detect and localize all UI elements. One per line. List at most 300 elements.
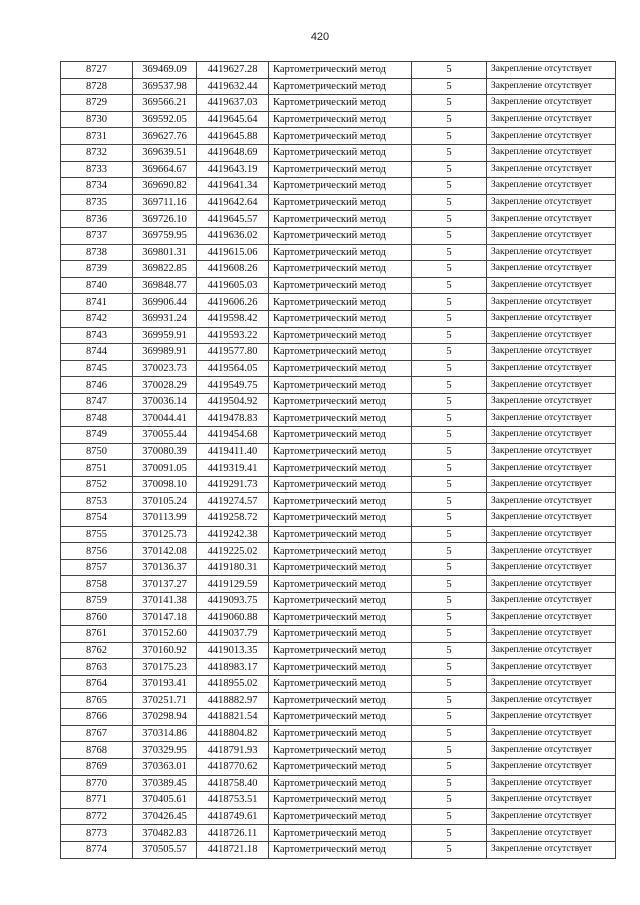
coordinate-y-cell: 4419615.06 — [197, 244, 269, 261]
method-cell: Картометрический метод — [269, 244, 412, 261]
point-number-cell: 8759 — [61, 593, 133, 610]
coordinate-y-cell: 4418753.51 — [197, 792, 269, 809]
table-row — [61, 178, 616, 195]
accuracy-cell: 5 — [412, 194, 487, 211]
point-number-cell: 8765 — [61, 692, 133, 709]
accuracy-cell: 5 — [412, 261, 487, 278]
coordinate-x-cell: 369639.51 — [133, 144, 197, 161]
fixation-cell: Закрепление отсутствует — [487, 460, 616, 477]
table-row — [61, 95, 616, 112]
accuracy-cell: 5 — [412, 393, 487, 410]
coordinate-x-cell: 370098.10 — [133, 476, 197, 493]
table-row — [61, 825, 616, 842]
table-row — [61, 327, 616, 344]
coordinate-y-cell: 4419637.03 — [197, 95, 269, 112]
coordinate-y-cell: 4419645.88 — [197, 128, 269, 145]
point-number-cell: 8773 — [61, 825, 133, 842]
table-row — [61, 294, 616, 311]
point-number-cell: 8727 — [61, 62, 133, 79]
point-number-cell: 8740 — [61, 277, 133, 294]
fixation-cell: Закрепление отсутствует — [487, 410, 616, 427]
accuracy-cell: 5 — [412, 327, 487, 344]
coordinate-y-cell: 4419632.44 — [197, 78, 269, 95]
point-number-cell: 8754 — [61, 510, 133, 527]
table-row — [61, 393, 616, 410]
method-cell: Картометрический метод — [269, 841, 412, 858]
method-cell: Картометрический метод — [269, 609, 412, 626]
point-number-cell: 8762 — [61, 642, 133, 659]
table-row — [61, 742, 616, 759]
fixation-cell: Закрепление отсутствует — [487, 393, 616, 410]
accuracy-cell: 5 — [412, 510, 487, 527]
method-cell: Картометрический метод — [269, 62, 412, 79]
table-row — [61, 808, 616, 825]
fixation-cell: Закрепление отсутствует — [487, 808, 616, 825]
table-row — [61, 758, 616, 775]
coordinate-y-cell: 4419478.83 — [197, 410, 269, 427]
coordinate-y-cell: 4419180.31 — [197, 559, 269, 576]
fixation-cell: Закрепление отсутствует — [487, 742, 616, 759]
point-number-cell: 8737 — [61, 227, 133, 244]
fixation-cell: Закрепление отсутствует — [487, 510, 616, 527]
point-number-cell: 8748 — [61, 410, 133, 427]
coordinates-table — [60, 61, 616, 859]
fixation-cell: Закрепление отсутствует — [487, 659, 616, 676]
coordinate-x-cell: 369711.16 — [133, 194, 197, 211]
coordinate-x-cell: 370482.83 — [133, 825, 197, 842]
accuracy-cell: 5 — [412, 460, 487, 477]
coordinate-y-cell: 4419274.57 — [197, 493, 269, 510]
coordinate-y-cell: 4418983.17 — [197, 659, 269, 676]
accuracy-cell: 5 — [412, 675, 487, 692]
method-cell: Картометрический метод — [269, 709, 412, 726]
point-number-cell: 8751 — [61, 460, 133, 477]
coordinate-x-cell: 370141.38 — [133, 593, 197, 610]
coordinate-x-cell: 369989.91 — [133, 344, 197, 361]
accuracy-cell: 5 — [412, 825, 487, 842]
fixation-cell: Закрепление отсутствует — [487, 526, 616, 543]
accuracy-cell: 5 — [412, 128, 487, 145]
coordinate-y-cell: 4419013.35 — [197, 642, 269, 659]
coordinate-x-cell: 370023.73 — [133, 360, 197, 377]
table-row — [61, 128, 616, 145]
table-row — [61, 543, 616, 560]
table-row — [61, 227, 616, 244]
table-row — [61, 841, 616, 858]
table-row — [61, 78, 616, 95]
coordinate-y-cell: 4419564.05 — [197, 360, 269, 377]
table-row — [61, 692, 616, 709]
accuracy-cell: 5 — [412, 576, 487, 593]
point-number-cell: 8770 — [61, 775, 133, 792]
method-cell: Картометрический метод — [269, 128, 412, 145]
coordinate-y-cell: 4418770.62 — [197, 758, 269, 775]
table-row — [61, 460, 616, 477]
coordinate-y-cell: 4419060.88 — [197, 609, 269, 626]
coordinate-x-cell: 370389.45 — [133, 775, 197, 792]
table-row — [61, 775, 616, 792]
fixation-cell: Закрепление отсутствует — [487, 178, 616, 195]
coordinate-x-cell: 370505.57 — [133, 841, 197, 858]
fixation-cell: Закрепление отсутствует — [487, 675, 616, 692]
coordinate-y-cell: 4419645.57 — [197, 211, 269, 228]
fixation-cell: Закрепление отсутствует — [487, 725, 616, 742]
point-number-cell: 8730 — [61, 111, 133, 128]
method-cell: Картометрический метод — [269, 576, 412, 593]
table-row — [61, 609, 616, 626]
table-row — [61, 144, 616, 161]
coordinate-x-cell: 370426.45 — [133, 808, 197, 825]
coordinate-x-cell: 370113.99 — [133, 510, 197, 527]
fixation-cell: Закрепление отсутствует — [487, 261, 616, 278]
method-cell: Картометрический метод — [269, 775, 412, 792]
fixation-cell: Закрепление отсутствует — [487, 344, 616, 361]
coordinate-y-cell: 4419242.38 — [197, 526, 269, 543]
coordinate-y-cell: 4418804.82 — [197, 725, 269, 742]
point-number-cell: 8738 — [61, 244, 133, 261]
coordinate-y-cell: 4419037.79 — [197, 626, 269, 643]
coordinate-y-cell: 4418791.93 — [197, 742, 269, 759]
fixation-cell: Закрепление отсутствует — [487, 95, 616, 112]
coordinate-x-cell: 370091.05 — [133, 460, 197, 477]
point-number-cell: 8758 — [61, 576, 133, 593]
method-cell: Картометрический метод — [269, 327, 412, 344]
accuracy-cell: 5 — [412, 758, 487, 775]
coordinate-y-cell: 4418955.02 — [197, 675, 269, 692]
accuracy-cell: 5 — [412, 178, 487, 195]
method-cell: Картометрический метод — [269, 161, 412, 178]
fixation-cell: Закрепление отсутствует — [487, 227, 616, 244]
table-row — [61, 675, 616, 692]
coordinate-y-cell: 4419627.28 — [197, 62, 269, 79]
method-cell: Картометрический метод — [269, 294, 412, 311]
point-number-cell: 8763 — [61, 659, 133, 676]
coordinate-x-cell: 369931.24 — [133, 310, 197, 327]
accuracy-cell: 5 — [412, 808, 487, 825]
coordinate-x-cell: 370298.94 — [133, 709, 197, 726]
table-row — [61, 725, 616, 742]
method-cell: Картометрический метод — [269, 393, 412, 410]
fixation-cell: Закрепление отсутствует — [487, 211, 616, 228]
table-row — [61, 559, 616, 576]
coordinate-y-cell: 4419258.72 — [197, 510, 269, 527]
coordinate-x-cell: 370175.23 — [133, 659, 197, 676]
table-row — [61, 111, 616, 128]
accuracy-cell: 5 — [412, 493, 487, 510]
method-cell: Картометрический метод — [269, 144, 412, 161]
method-cell: Картометрический метод — [269, 510, 412, 527]
method-cell: Картометрический метод — [269, 792, 412, 809]
coordinate-y-cell: 4418726.11 — [197, 825, 269, 842]
accuracy-cell: 5 — [412, 277, 487, 294]
table-row — [61, 476, 616, 493]
accuracy-cell: 5 — [412, 709, 487, 726]
point-number-cell: 8771 — [61, 792, 133, 809]
fixation-cell: Закрепление отсутствует — [487, 194, 616, 211]
method-cell: Картометрический метод — [269, 808, 412, 825]
fixation-cell: Закрепление отсутствует — [487, 692, 616, 709]
point-number-cell: 8736 — [61, 211, 133, 228]
coordinate-x-cell: 369759.95 — [133, 227, 197, 244]
method-cell: Картометрический метод — [269, 211, 412, 228]
point-number-cell: 8734 — [61, 178, 133, 195]
method-cell: Картометрический метод — [269, 95, 412, 112]
accuracy-cell: 5 — [412, 410, 487, 427]
table-row — [61, 642, 616, 659]
point-number-cell: 8757 — [61, 559, 133, 576]
point-number-cell: 8746 — [61, 377, 133, 394]
fixation-cell: Закрепление отсутствует — [487, 244, 616, 261]
coordinate-y-cell: 4419648.69 — [197, 144, 269, 161]
fixation-cell: Закрепление отсутствует — [487, 576, 616, 593]
fixation-cell: Закрепление отсутствует — [487, 593, 616, 610]
accuracy-cell: 5 — [412, 78, 487, 95]
point-number-cell: 8741 — [61, 294, 133, 311]
table-row — [61, 410, 616, 427]
table-row — [61, 62, 616, 79]
coordinate-y-cell: 4419598.42 — [197, 310, 269, 327]
coordinate-x-cell: 370314.86 — [133, 725, 197, 742]
fixation-cell: Закрепление отсутствует — [487, 543, 616, 560]
coordinate-y-cell: 4419411.40 — [197, 443, 269, 460]
method-cell: Картометрический метод — [269, 692, 412, 709]
fixation-cell: Закрепление отсутствует — [487, 327, 616, 344]
accuracy-cell: 5 — [412, 144, 487, 161]
method-cell: Картометрический метод — [269, 593, 412, 610]
point-number-cell: 8729 — [61, 95, 133, 112]
point-number-cell: 8735 — [61, 194, 133, 211]
coordinate-y-cell: 4419454.68 — [197, 427, 269, 444]
method-cell: Картометрический метод — [269, 443, 412, 460]
coordinate-x-cell: 369726.10 — [133, 211, 197, 228]
point-number-cell: 8731 — [61, 128, 133, 145]
coordinate-x-cell: 370193.41 — [133, 675, 197, 692]
fixation-cell: Закрепление отсутствует — [487, 144, 616, 161]
coordinate-y-cell: 4419593.22 — [197, 327, 269, 344]
point-number-cell: 8745 — [61, 360, 133, 377]
accuracy-cell: 5 — [412, 227, 487, 244]
table-row — [61, 443, 616, 460]
fixation-cell: Закрепление отсутствует — [487, 277, 616, 294]
accuracy-cell: 5 — [412, 62, 487, 79]
accuracy-cell: 5 — [412, 443, 487, 460]
fixation-cell: Закрепление отсутствует — [487, 841, 616, 858]
point-number-cell: 8742 — [61, 310, 133, 327]
accuracy-cell: 5 — [412, 244, 487, 261]
method-cell: Картометрический метод — [269, 310, 412, 327]
coordinate-y-cell: 4418758.40 — [197, 775, 269, 792]
point-number-cell: 8774 — [61, 841, 133, 858]
table-row — [61, 377, 616, 394]
fixation-cell: Закрепление отсутствует — [487, 493, 616, 510]
table-row — [61, 261, 616, 278]
coordinate-y-cell: 4419291.73 — [197, 476, 269, 493]
coordinate-x-cell: 370036.14 — [133, 393, 197, 410]
table-row — [61, 593, 616, 610]
coordinate-y-cell: 4418882.97 — [197, 692, 269, 709]
coordinate-y-cell: 4419129.59 — [197, 576, 269, 593]
fixation-cell: Закрепление отсутствует — [487, 427, 616, 444]
fixation-cell: Закрепление отсутствует — [487, 559, 616, 576]
point-number-cell: 8728 — [61, 78, 133, 95]
accuracy-cell: 5 — [412, 642, 487, 659]
method-cell: Картометрический метод — [269, 742, 412, 759]
coordinate-y-cell: 4419605.03 — [197, 277, 269, 294]
coordinate-x-cell: 369566.21 — [133, 95, 197, 112]
point-number-cell: 8760 — [61, 609, 133, 626]
coordinate-x-cell: 369959.91 — [133, 327, 197, 344]
coordinate-x-cell: 369592.05 — [133, 111, 197, 128]
coordinate-x-cell: 370028.29 — [133, 377, 197, 394]
coordinate-x-cell: 370055.44 — [133, 427, 197, 444]
coordinate-y-cell: 4419636.02 — [197, 227, 269, 244]
point-number-cell: 8768 — [61, 742, 133, 759]
method-cell: Картометрический метод — [269, 277, 412, 294]
page-number: 420 — [310, 31, 330, 43]
method-cell: Картометрический метод — [269, 626, 412, 643]
fixation-cell: Закрепление отсутствует — [487, 775, 616, 792]
coordinate-y-cell: 4419549.75 — [197, 377, 269, 394]
fixation-cell: Закрепление отсутствует — [487, 642, 616, 659]
fixation-cell: Закрепление отсутствует — [487, 825, 616, 842]
point-number-cell: 8753 — [61, 493, 133, 510]
method-cell: Картометрический метод — [269, 377, 412, 394]
point-number-cell: 8750 — [61, 443, 133, 460]
coordinate-y-cell: 4418821.54 — [197, 709, 269, 726]
point-number-cell: 8739 — [61, 261, 133, 278]
accuracy-cell: 5 — [412, 543, 487, 560]
method-cell: Картометрический метод — [269, 725, 412, 742]
accuracy-cell: 5 — [412, 360, 487, 377]
point-number-cell: 8732 — [61, 144, 133, 161]
accuracy-cell: 5 — [412, 95, 487, 112]
coordinate-x-cell: 370329.95 — [133, 742, 197, 759]
coordinate-x-cell: 370044.41 — [133, 410, 197, 427]
accuracy-cell: 5 — [412, 476, 487, 493]
accuracy-cell: 5 — [412, 692, 487, 709]
coordinate-x-cell: 370136.37 — [133, 559, 197, 576]
fixation-cell: Закрепление отсутствует — [487, 62, 616, 79]
coordinate-x-cell: 369848.77 — [133, 277, 197, 294]
table-row — [61, 211, 616, 228]
method-cell: Картометрический метод — [269, 476, 412, 493]
accuracy-cell: 5 — [412, 775, 487, 792]
coordinate-x-cell: 370142.08 — [133, 543, 197, 560]
accuracy-cell: 5 — [412, 593, 487, 610]
method-cell: Картометрический метод — [269, 460, 412, 477]
method-cell: Картометрический метод — [269, 178, 412, 195]
coordinate-x-cell: 370105.24 — [133, 493, 197, 510]
fixation-cell: Закрепление отсутствует — [487, 161, 616, 178]
fixation-cell: Закрепление отсутствует — [487, 111, 616, 128]
coordinate-y-cell: 4419645.64 — [197, 111, 269, 128]
accuracy-cell: 5 — [412, 111, 487, 128]
coordinate-y-cell: 4419642.64 — [197, 194, 269, 211]
accuracy-cell: 5 — [412, 792, 487, 809]
method-cell: Картометрический метод — [269, 543, 412, 560]
fixation-cell: Закрепление отсутствует — [487, 443, 616, 460]
method-cell: Картометрический метод — [269, 825, 412, 842]
table-row — [61, 659, 616, 676]
fixation-cell: Закрепление отсутствует — [487, 294, 616, 311]
point-number-cell: 8756 — [61, 543, 133, 560]
method-cell: Картометрический метод — [269, 194, 412, 211]
accuracy-cell: 5 — [412, 211, 487, 228]
fixation-cell: Закрепление отсутствует — [487, 78, 616, 95]
table-row — [61, 510, 616, 527]
method-cell: Картометрический метод — [269, 427, 412, 444]
table-row — [61, 360, 616, 377]
point-number-cell: 8752 — [61, 476, 133, 493]
coordinate-x-cell: 369627.76 — [133, 128, 197, 145]
coordinate-x-cell: 369906.44 — [133, 294, 197, 311]
accuracy-cell: 5 — [412, 427, 487, 444]
accuracy-cell: 5 — [412, 742, 487, 759]
table-row — [61, 792, 616, 809]
accuracy-cell: 5 — [412, 310, 487, 327]
method-cell: Картометрический метод — [269, 642, 412, 659]
coordinate-x-cell: 369469.09 — [133, 62, 197, 79]
fixation-cell: Закрепление отсутствует — [487, 626, 616, 643]
fixation-cell: Закрепление отсутствует — [487, 360, 616, 377]
method-cell: Картометрический метод — [269, 659, 412, 676]
table-row — [61, 194, 616, 211]
coordinate-x-cell: 370125.73 — [133, 526, 197, 543]
point-number-cell: 8766 — [61, 709, 133, 726]
accuracy-cell: 5 — [412, 659, 487, 676]
fixation-cell: Закрепление отсутствует — [487, 792, 616, 809]
accuracy-cell: 5 — [412, 626, 487, 643]
coordinate-x-cell: 370147.18 — [133, 609, 197, 626]
point-number-cell: 8747 — [61, 393, 133, 410]
table-row — [61, 277, 616, 294]
table-row — [61, 310, 616, 327]
table-row — [61, 576, 616, 593]
fixation-cell: Закрепление отсутствует — [487, 310, 616, 327]
fixation-cell: Закрепление отсутствует — [487, 128, 616, 145]
fixation-cell: Закрепление отсутствует — [487, 758, 616, 775]
coordinate-x-cell: 370363.01 — [133, 758, 197, 775]
fixation-cell: Закрепление отсутствует — [487, 476, 616, 493]
table-row — [61, 526, 616, 543]
point-number-cell: 8743 — [61, 327, 133, 344]
point-number-cell: 8761 — [61, 626, 133, 643]
coordinate-y-cell: 4419606.26 — [197, 294, 269, 311]
method-cell: Картометрический метод — [269, 526, 412, 543]
method-cell: Картометрический метод — [269, 261, 412, 278]
table-row — [61, 493, 616, 510]
accuracy-cell: 5 — [412, 161, 487, 178]
table-row — [61, 244, 616, 261]
point-number-cell: 8733 — [61, 161, 133, 178]
fixation-cell: Закрепление отсутствует — [487, 609, 616, 626]
point-number-cell: 8769 — [61, 758, 133, 775]
method-cell: Картометрический метод — [269, 493, 412, 510]
coordinate-x-cell: 370137.27 — [133, 576, 197, 593]
coordinate-y-cell: 4419577.80 — [197, 344, 269, 361]
coordinate-y-cell: 4419225.02 — [197, 543, 269, 560]
coordinate-y-cell: 4419643.19 — [197, 161, 269, 178]
table-row — [61, 344, 616, 361]
method-cell: Картометрический метод — [269, 758, 412, 775]
accuracy-cell: 5 — [412, 526, 487, 543]
coordinate-y-cell: 4419319.41 — [197, 460, 269, 477]
coordinate-x-cell: 370152.60 — [133, 626, 197, 643]
table-row — [61, 427, 616, 444]
point-number-cell: 8744 — [61, 344, 133, 361]
point-number-cell: 8767 — [61, 725, 133, 742]
coordinate-x-cell: 369690.82 — [133, 178, 197, 195]
